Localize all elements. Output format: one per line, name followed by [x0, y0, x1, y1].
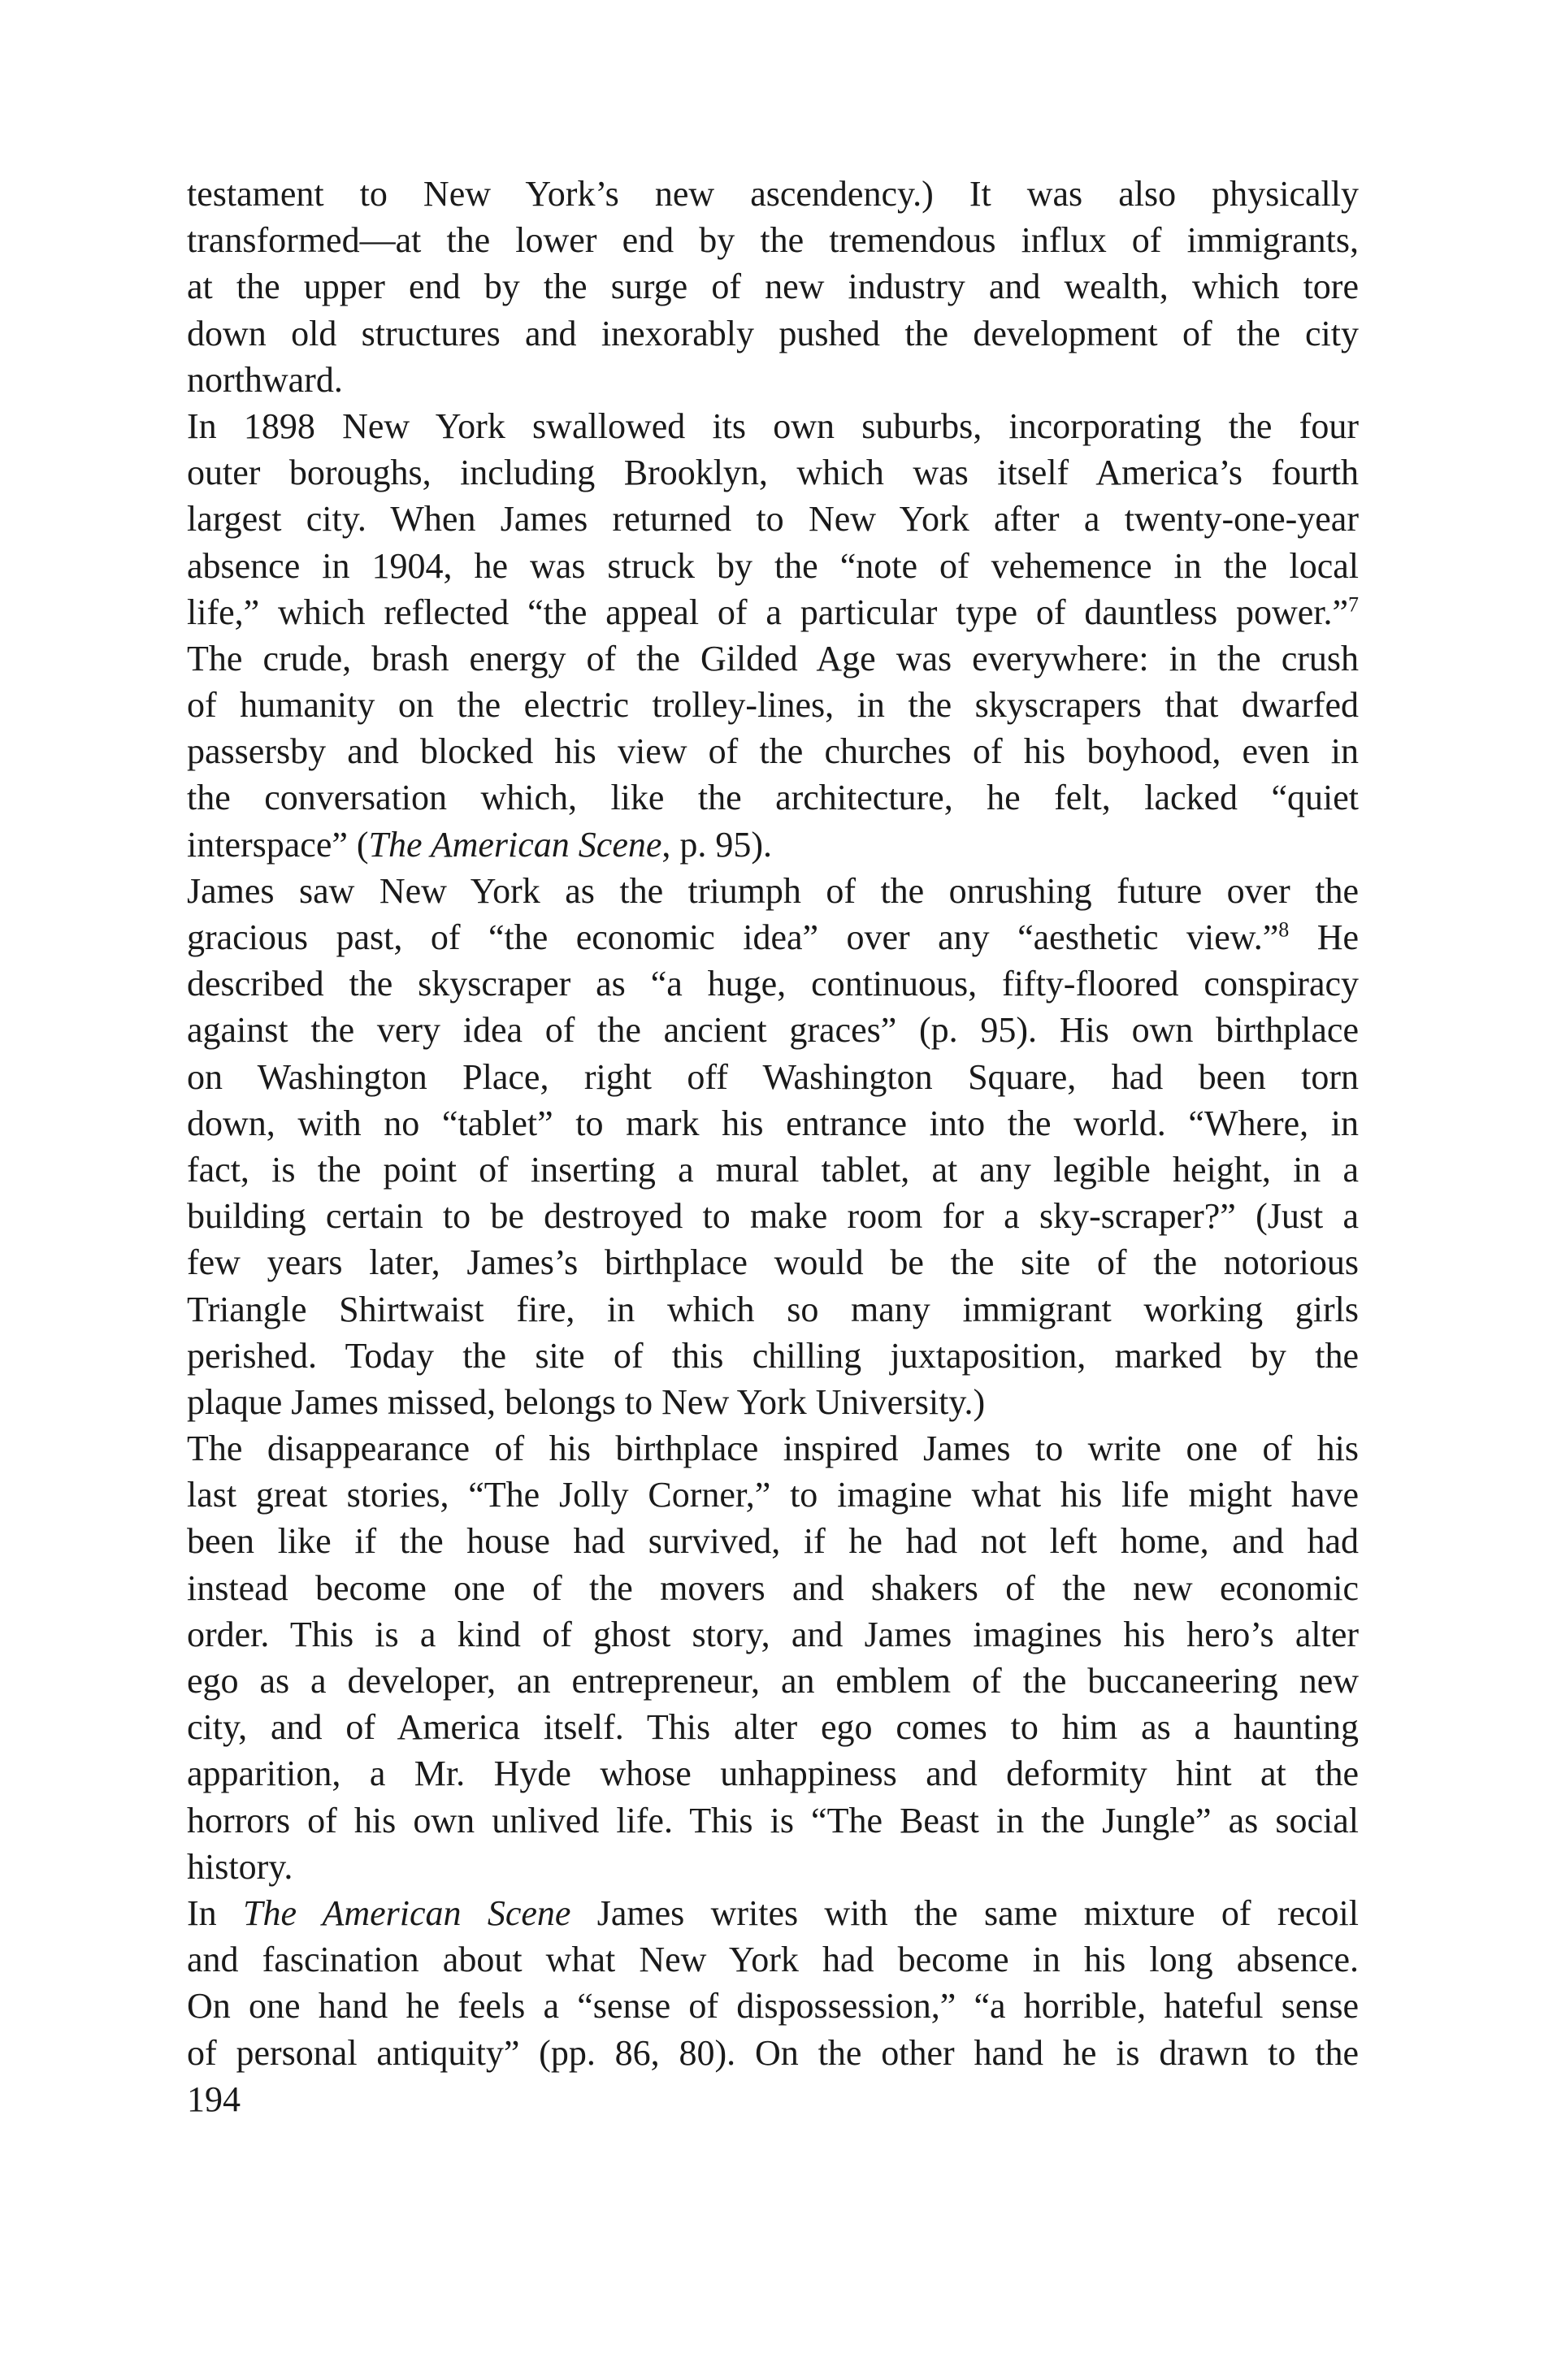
- text-line: [187, 1518, 1359, 1564]
- text-segment: order. This is a kind of ghost story, and James imagines his hero’s alter: [187, 1614, 1359, 1654]
- text-segment: In: [187, 1892, 243, 1933]
- text-line: [187, 822, 1359, 868]
- text-line: [187, 2030, 1359, 2076]
- text-segment: history.: [187, 1846, 293, 1887]
- text-segment: On one hand he feels a “sense of dispossession,” “a horrible, hateful sense: [187, 1986, 1359, 2027]
- text-segment: largest city. When James returned to New York after a twenty-one-year: [187, 499, 1359, 540]
- text-segment: the conversation which, like the architecture, he felt, lacked “quiet: [187, 778, 1359, 818]
- text-line: [187, 1890, 1359, 1936]
- text-line: [187, 1797, 1359, 1844]
- text-line: [187, 449, 1359, 496]
- text-segment: on Washington Place, right off Washington Square, had been torn: [187, 1056, 1359, 1097]
- text-segment: fact, is the point of inserting a mural tablet, at any legible height, in a: [187, 1149, 1359, 1190]
- text-line: [187, 1147, 1359, 1193]
- text-line: [187, 263, 1359, 310]
- footnote-marker: 8: [1278, 917, 1290, 942]
- text-line: [187, 1379, 1359, 1425]
- text-segment: ego as a developer, an entrepreneur, an emblem of the buccaneering new: [187, 1661, 1359, 1701]
- page-number: 194: [187, 2079, 241, 2119]
- text-line: [187, 1007, 1359, 1053]
- text-segment: instead become one of the movers and shakers of the new economic: [187, 1567, 1359, 1608]
- text-line: [187, 1750, 1359, 1797]
- text-segment: The crude, brash energy of the Gilded Age was everywhere: in the crush: [187, 638, 1359, 678]
- text-line: [187, 1333, 1359, 1379]
- text-segment: down old structures and inexorably pushed the development of the city: [187, 313, 1359, 353]
- text-segment: horrors of his own unlived life. This is “The Beast in the Jungle” as social: [187, 1800, 1359, 1840]
- text-line: [187, 1239, 1359, 1285]
- text-segment: James writes with the same mixture of recoil: [570, 1892, 1359, 1933]
- text-segment: James saw New York as the triumph of the onrushing future over the: [187, 870, 1359, 911]
- text-line: [187, 1611, 1359, 1658]
- text-line: [187, 1425, 1359, 1472]
- text-line: [187, 1565, 1359, 1611]
- text-line: [187, 960, 1359, 1007]
- italic-title: The American Scene: [242, 1892, 571, 1933]
- text-segment: In 1898 New York swallowed its own suburbs, incorporating the four: [187, 405, 1359, 446]
- text-line: [187, 1286, 1359, 1333]
- text-segment: outer boroughs, including Brooklyn, which was itself America’s fourth: [187, 453, 1359, 493]
- text-segment: and fascination about what New York had become in his long absence.: [187, 1940, 1359, 1980]
- text-segment: gracious past, of “the economic idea” over any “aesthetic view.”: [187, 917, 1279, 957]
- text-line: [187, 1100, 1359, 1147]
- text-line: [187, 1936, 1359, 1983]
- text-segment: interspace” (: [187, 824, 369, 865]
- footnote-marker: 7: [1348, 592, 1359, 617]
- text-line: [187, 682, 1359, 728]
- text-segment: down, with no “tablet” to mark his entrance into the world. “Where, in: [187, 1103, 1359, 1143]
- text-line: [187, 728, 1359, 774]
- text-segment: against the very idea of the ancient graces” (p. 95). His own birthplace: [187, 1010, 1359, 1051]
- text-segment: plaque James missed, belongs to New York University.): [187, 1381, 986, 1422]
- text-line: [187, 1983, 1359, 2029]
- text-segment: The disappearance of his birthplace inspired James to write one of his: [187, 1428, 1359, 1469]
- text-line: [187, 635, 1359, 682]
- text-segment: perished. Today the site of this chilling juxtaposition, marked by the: [187, 1335, 1359, 1376]
- text-segment: testament to New York’s new ascendency.) It was also physically: [187, 174, 1359, 214]
- text-line: [187, 589, 1359, 635]
- text-segment: northward.: [187, 359, 343, 400]
- text-line: [187, 217, 1359, 263]
- text-segment: , p. 95).: [661, 824, 773, 865]
- text-segment: passersby and blocked his view of the churches of his boyhood, even in: [187, 731, 1359, 772]
- text-line: [187, 403, 1359, 449]
- text-line: [187, 1472, 1359, 1518]
- text-segment: of personal antiquity” (pp. 86, 80). On the other hand he is drawn to the: [187, 2032, 1359, 2073]
- text-line: [187, 357, 1359, 403]
- text-segment: at the upper end by the surge of new industry and wealth, which tore: [187, 267, 1359, 307]
- text-line: [187, 1704, 1359, 1750]
- text-line: [187, 310, 1359, 357]
- text-segment: building certain to be destroyed to make room for a sky-scraper?” (Just a: [187, 1196, 1359, 1237]
- text-segment: city, and of America itself. This alter ego comes to him as a haunting: [187, 1707, 1359, 1748]
- text-line: [187, 496, 1359, 542]
- text-segment: apparition, a Mr. Hyde whose unhappiness and deformity hint at the: [187, 1754, 1359, 1794]
- text-segment: He: [1289, 917, 1359, 957]
- text-line: [187, 1844, 1359, 1890]
- text-segment: transformed—at the lower end by the tremendous influx of immigrants,: [187, 220, 1359, 261]
- text-line: [187, 868, 1359, 914]
- text-line: [187, 543, 1359, 589]
- body-text: [187, 171, 1359, 2076]
- text-line: [187, 914, 1359, 960]
- text-segment: few years later, James’s birthplace would be the site of the notorious: [187, 1242, 1359, 1283]
- text-line: [187, 1054, 1359, 1100]
- text-segment: of humanity on the electric trolley-lines, in the skyscrapers that dwarfed: [187, 685, 1359, 726]
- text-segment: last great stories, “The Jolly Corner,” to imagine what his life might have: [187, 1475, 1359, 1515]
- text-segment: absence in 1904, he was struck by the “note of vehemence in the local: [187, 545, 1359, 586]
- text-segment: described the skyscraper as “a huge, continuous, fifty-floored conspiracy: [187, 964, 1359, 1004]
- text-line: [187, 1658, 1359, 1704]
- text-segment: life,” which reflected “the appeal of a particular type of dauntless power.”: [187, 592, 1348, 632]
- text-line: [187, 171, 1359, 217]
- text-segment: Triangle Shirtwaist fire, in which so many immigrant working girls: [187, 1289, 1359, 1329]
- text-line: [187, 1193, 1359, 1239]
- text-segment: been like if the house had survived, if he had not left home, and had: [187, 1521, 1359, 1562]
- text-line: [187, 774, 1359, 821]
- italic-title: The American Scene: [368, 824, 662, 865]
